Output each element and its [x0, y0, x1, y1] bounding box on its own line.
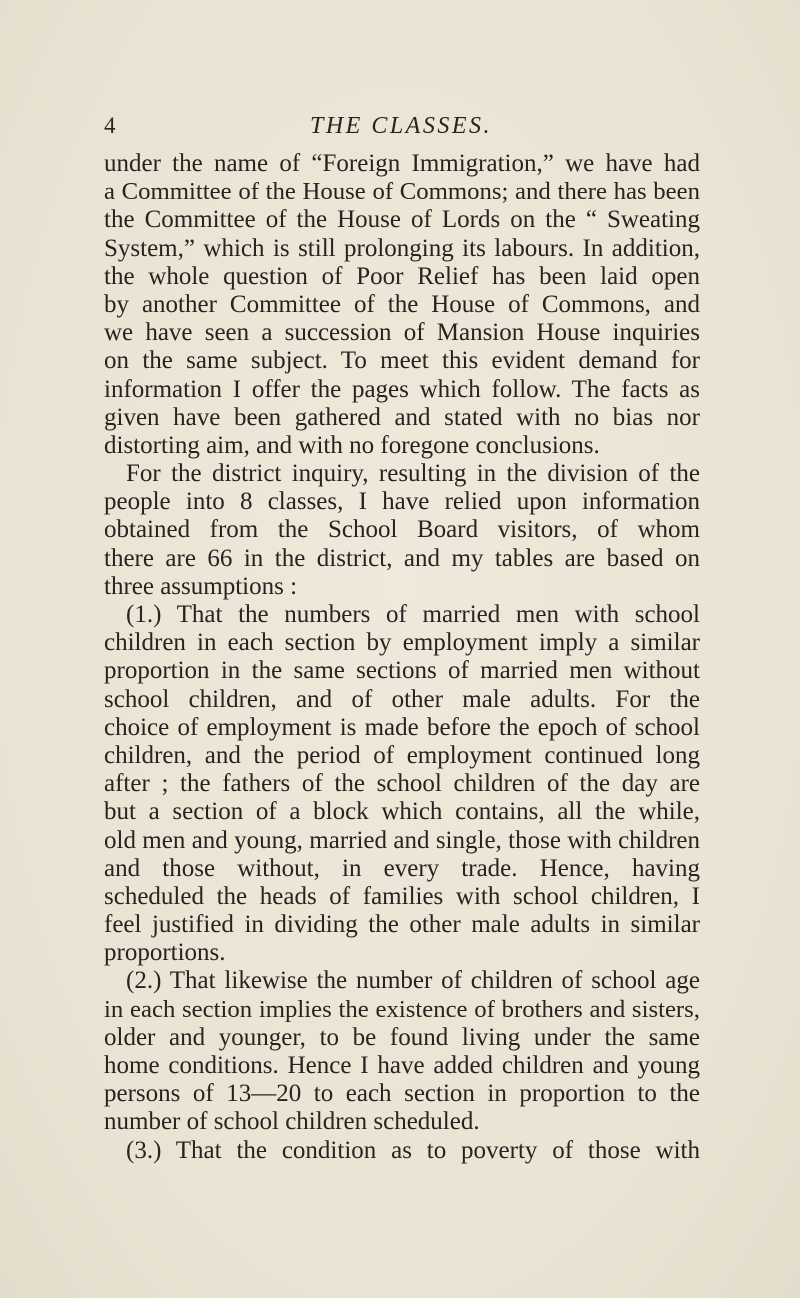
text-line: System,” which is still prolonging its labours. In addition,: [104, 234, 700, 262]
text-line: persons of 13—20 to each section in proportion to the: [104, 1080, 700, 1108]
text-line: feel justified in dividing the other male adults in similar: [104, 911, 700, 939]
text-line: a Committee of the House of Commons; and there has been: [104, 178, 700, 206]
text-line: scheduled the heads of families with school children, I: [104, 882, 700, 910]
page-number: 4: [104, 113, 116, 138]
text-line: the Committee of the House of Lords on the “ Sweating: [104, 206, 700, 234]
text-line: by another Committee of the House of Commons, and: [104, 290, 700, 318]
text-line: three assumptions :: [104, 572, 298, 600]
text-line: (3.) That the condition as to poverty of those with: [126, 1136, 700, 1164]
text-line: information I offer the pages which follow. The facts as: [104, 375, 700, 403]
text-line: we have seen a succession of Mansion House inquiries: [104, 319, 700, 347]
text-line: obtained from the School Board visitors, of whom: [104, 516, 700, 544]
text-line: school children, and of other male adults. For the: [104, 685, 700, 713]
text-line: older and younger, to be found living under the same: [104, 1023, 700, 1051]
text-line: there are 66 in the district, and my tables are based on: [104, 544, 700, 572]
text-line: (1.) That the numbers of married men with school: [126, 601, 700, 628]
text-line: the whole question of Poor Relief has been laid open: [104, 262, 700, 290]
text-line: in each section implies the existence of brothers and sisters,: [104, 995, 700, 1023]
text-line: number of school children scheduled.: [104, 1108, 480, 1136]
text-line: For the district inquiry, resulting in the division of the: [126, 460, 700, 488]
text-line: (2.) That likewise the number of children of school age: [126, 967, 700, 995]
text-line: children in each section by employment imply a similar: [104, 629, 700, 657]
text-line: distorting aim, and with no foregone conclusions.: [104, 431, 600, 459]
text-line: children, and the period of employment continued long: [104, 741, 700, 769]
text-line: people into 8 classes, I have relied upon information: [104, 488, 700, 516]
text-line: on the same subject. To meet this evident demand for: [104, 347, 700, 375]
running-head: [104, 113, 698, 147]
text-line: and those without, in every trade. Hence, having: [104, 854, 700, 882]
text-line: choice of employment is made before the epoch of school: [104, 713, 700, 741]
body-text: [104, 150, 700, 1165]
text-line: given have been gathered and stated with no bias nor: [104, 403, 700, 431]
text-line: but a section of a block which contains, all the while,: [104, 798, 700, 826]
text-line: after ; the fathers of the school children of the day are: [104, 770, 700, 798]
text-line: under the name of “Foreign Immigration,” we have had: [104, 150, 700, 177]
running-title: THE CLASSES.: [309, 113, 492, 139]
text-line: proportion in the same sections of married men without: [104, 657, 700, 685]
text-line: old men and young, married and single, those with children: [104, 826, 700, 854]
text-line: proportions.: [104, 939, 226, 967]
text-line: home conditions. Hence I have added children and young: [104, 1052, 700, 1079]
